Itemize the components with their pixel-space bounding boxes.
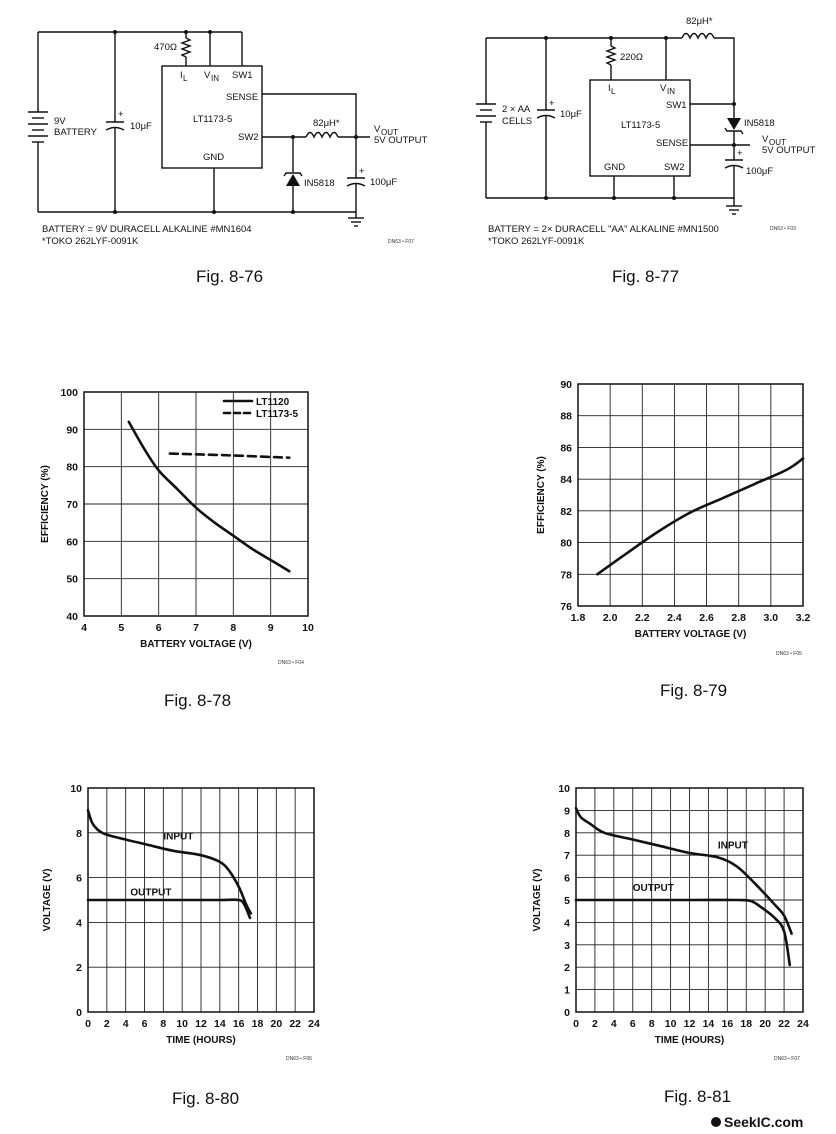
series-label-input: INPUT xyxy=(163,831,194,843)
x-tick-label: 4 xyxy=(122,1018,129,1030)
watermark xyxy=(711,1114,803,1130)
y-tick-label: 0 xyxy=(564,1007,570,1019)
y-tick-label: 90 xyxy=(66,424,78,437)
y-tick-label: 60 xyxy=(66,536,78,549)
resistor-label: 470Ω xyxy=(154,42,177,53)
series-line-output xyxy=(88,900,250,918)
y-tick-label: 88 xyxy=(560,410,572,423)
figure-code-fig-78: DN63 • F04 xyxy=(278,660,304,666)
x-tick-label: 2.4 xyxy=(667,612,682,624)
pin-vin: V xyxy=(204,70,211,81)
y-tick-label: 3 xyxy=(564,939,570,952)
battery-voltage-label: 2 × AA xyxy=(502,104,531,115)
caption-fig-79: Fig. 8-79 xyxy=(660,681,728,700)
pin-sw2: SW2 xyxy=(664,162,685,173)
note-battery: BATTERY = 2× DURACELL "AA" ALKALINE #MN1500 xyxy=(488,224,719,235)
series-line-0 xyxy=(597,459,803,575)
caption-fig-80: Fig. 8-80 xyxy=(172,1089,240,1108)
y-tick-label: 80 xyxy=(560,537,572,550)
inductor xyxy=(682,34,714,39)
vout-sub: OUT xyxy=(769,138,786,147)
x-tick-label: 2.6 xyxy=(699,612,714,624)
y-tick-label: 84 xyxy=(560,474,572,487)
x-tick-label: 14 xyxy=(213,1018,226,1030)
pin-sense: SENSE xyxy=(226,92,259,103)
x-tick-label: 6 xyxy=(141,1018,148,1030)
watermark-dot-icon xyxy=(711,1117,721,1127)
x-tick-label: 24 xyxy=(308,1018,320,1030)
x-tick-label: 3.2 xyxy=(795,612,811,624)
battery-symbol xyxy=(476,38,496,198)
x-tick-label: 8 xyxy=(230,622,237,634)
diode-label: IN5818 xyxy=(304,178,335,189)
svg-text:+: + xyxy=(737,148,743,159)
y-tick-label: 40 xyxy=(66,611,78,623)
series-label-output: OUTPUT xyxy=(130,887,172,899)
pin-il-sub: L xyxy=(611,87,616,96)
figure-code: DN63 • F03 xyxy=(770,226,796,232)
note-inductor: *TOKO 262LYF-0091K xyxy=(488,236,585,247)
series-label-input: INPUT xyxy=(717,840,748,852)
input-capacitor-label: 10μF xyxy=(560,109,582,120)
vout-label: V xyxy=(374,124,381,135)
svg-text:+: + xyxy=(359,166,365,177)
output-capacitor-label: 100μF xyxy=(370,177,398,188)
series-line-output xyxy=(576,900,790,965)
x-axis-label: TIME (HOURS) xyxy=(654,1035,725,1046)
y-tick-label: 4 xyxy=(76,917,82,930)
plot-frame xyxy=(578,384,803,606)
x-tick-label: 6 xyxy=(155,622,162,634)
y-tick-label: 100 xyxy=(60,387,78,399)
output-capacitor xyxy=(725,145,743,198)
input-capacitor xyxy=(537,38,555,198)
y-tick-label: 2 xyxy=(564,962,570,975)
pin-gnd: GND xyxy=(203,152,225,163)
battery-label: BATTERY xyxy=(54,127,97,138)
watermark-text: SeekIC.com xyxy=(724,1114,804,1130)
figure-code-fig-81: DN63 • F07 xyxy=(774,1056,800,1062)
inductor xyxy=(306,133,338,138)
y-tick-label: 80 xyxy=(66,461,78,474)
x-tick-label: 0 xyxy=(573,1018,579,1030)
x-tick-label: 20 xyxy=(270,1018,283,1030)
x-tick-label: 22 xyxy=(289,1018,302,1030)
x-tick-label: 4 xyxy=(81,622,87,634)
vout-desc: 5V OUTPUT xyxy=(374,135,428,146)
battery-label: CELLS xyxy=(502,116,533,127)
x-tick-label: 8 xyxy=(648,1018,655,1030)
x-tick-label: 22 xyxy=(778,1018,790,1030)
series-label-output: OUTPUT xyxy=(632,883,674,895)
x-tick-label: 1.8 xyxy=(570,612,586,624)
vout-label: V xyxy=(762,134,769,145)
chart-fig-80 xyxy=(42,783,320,1046)
resistor xyxy=(182,32,190,66)
y-axis-label: VOLTAGE (V) xyxy=(532,868,543,932)
y-tick-label: 82 xyxy=(560,505,572,518)
y-tick-label: 90 xyxy=(560,379,572,391)
y-tick-label: 8 xyxy=(76,827,82,840)
pin-vin: V xyxy=(660,83,667,94)
note-battery: BATTERY = 9V DURACELL ALKALINE #MN1604 xyxy=(42,224,252,235)
x-tick-label: 8 xyxy=(160,1018,167,1030)
vout-sub: OUT xyxy=(381,128,398,137)
output-capacitor-label: 100μF xyxy=(746,166,774,177)
series-line-input xyxy=(576,808,792,933)
series-line-lt1120 xyxy=(129,422,289,571)
y-tick-label: 76 xyxy=(560,601,572,613)
x-axis-label: BATTERY VOLTAGE (V) xyxy=(634,629,747,640)
y-tick-label: 9 xyxy=(564,805,570,818)
y-tick-label: 8 xyxy=(564,827,570,840)
y-tick-label: 5 xyxy=(564,895,570,907)
pin-sense: SENSE xyxy=(656,138,689,149)
x-tick-label: 16 xyxy=(721,1018,734,1030)
y-tick-label: 10 xyxy=(70,783,82,795)
x-tick-label: 5 xyxy=(118,622,125,634)
svg-text:+: + xyxy=(549,98,555,109)
x-tick-label: 14 xyxy=(702,1018,715,1030)
input-capacitor-label: 10μF xyxy=(130,121,152,132)
x-tick-label: 12 xyxy=(195,1018,207,1030)
legend-label: LT1173-5 xyxy=(256,409,299,420)
legend-label: LT1120 xyxy=(256,397,290,408)
x-tick-label: 2 xyxy=(591,1018,598,1030)
y-tick-label: 86 xyxy=(560,442,572,455)
inductor-label: 82μH* xyxy=(313,118,340,129)
chart-fig-81 xyxy=(532,783,809,1046)
pin-vin-sub: IN xyxy=(211,74,219,83)
resistor xyxy=(607,38,615,80)
y-tick-label: 50 xyxy=(66,573,78,586)
diode xyxy=(284,137,302,212)
x-tick-label: 3.0 xyxy=(763,612,779,624)
ground-symbol xyxy=(348,212,364,226)
x-tick-label: 2.0 xyxy=(602,612,618,624)
x-tick-label: 10 xyxy=(176,1018,189,1030)
x-tick-label: 4 xyxy=(610,1018,617,1030)
caption-fig-81: Fig. 8-81 xyxy=(664,1087,732,1106)
pin-il-sub: L xyxy=(183,74,188,83)
pin-il: I xyxy=(608,83,611,94)
caption-fig-76: Fig. 8-76 xyxy=(196,267,264,286)
x-tick-label: 24 xyxy=(797,1018,809,1030)
x-tick-label: 10 xyxy=(664,1018,677,1030)
caption-fig-77: Fig. 8-77 xyxy=(612,267,680,286)
resistor-label: 220Ω xyxy=(620,52,643,63)
x-tick-label: 16 xyxy=(232,1018,245,1030)
x-axis-label: TIME (HOURS) xyxy=(166,1035,236,1046)
x-tick-label: 2.8 xyxy=(731,612,747,624)
battery-voltage-label: 9V xyxy=(54,116,66,127)
svg-text:+: + xyxy=(118,109,124,120)
x-tick-label: 18 xyxy=(251,1018,264,1030)
battery-symbol xyxy=(28,32,48,212)
x-tick-label: 0 xyxy=(85,1018,91,1030)
y-axis-label: EFFICIENCY (%) xyxy=(536,456,547,534)
x-tick-label: 18 xyxy=(740,1018,753,1030)
output-capacitor xyxy=(347,137,365,212)
figure-code: DN63 • F07 xyxy=(388,239,414,245)
y-tick-label: 70 xyxy=(66,499,78,511)
x-tick-label: 20 xyxy=(759,1018,772,1030)
y-tick-label: 78 xyxy=(560,569,572,582)
pin-vin-sub: IN xyxy=(667,87,675,96)
note-inductor: *TOKO 262LYF-0091K xyxy=(42,236,139,247)
x-tick-label: 6 xyxy=(629,1018,636,1030)
y-tick-label: 4 xyxy=(564,917,570,930)
inductor-label: 82μH* xyxy=(686,16,713,27)
pin-sw1: SW1 xyxy=(666,100,687,111)
y-axis-label: EFFICIENCY (%) xyxy=(40,465,51,543)
schematic-fig-76 xyxy=(28,30,428,286)
pin-sw2: SW2 xyxy=(238,132,259,143)
ground-symbol xyxy=(726,198,742,214)
y-tick-label: 2 xyxy=(76,962,82,975)
pin-sw1: SW1 xyxy=(232,70,253,81)
diode xyxy=(725,104,743,145)
pin-il: I xyxy=(180,70,183,81)
figure-code-fig-79: DN63 • F05 xyxy=(776,651,802,657)
chart-fig-78 xyxy=(40,387,314,650)
ic-part-number: LT1173-5 xyxy=(621,120,661,131)
pin-gnd: GND xyxy=(604,162,626,173)
x-axis-label: BATTERY VOLTAGE (V) xyxy=(140,639,252,650)
y-tick-label: 10 xyxy=(558,783,570,795)
series-line-lt1173-5 xyxy=(170,454,289,458)
y-axis-label: VOLTAGE (V) xyxy=(42,868,53,932)
input-capacitor xyxy=(106,32,124,212)
vout-desc: 5V OUTPUT xyxy=(762,145,816,156)
x-tick-label: 7 xyxy=(193,622,199,634)
figure-code-fig-80: DN63 • F06 xyxy=(286,1056,312,1062)
diode-label: IN5818 xyxy=(744,118,775,129)
ic-part-number: LT1173-5 xyxy=(193,114,233,125)
x-tick-label: 2.2 xyxy=(634,612,650,624)
y-tick-label: 0 xyxy=(76,1007,82,1019)
schematic-fig-77 xyxy=(476,16,816,286)
x-tick-label: 2 xyxy=(103,1018,110,1030)
y-tick-label: 6 xyxy=(564,872,570,885)
x-tick-label: 10 xyxy=(302,622,314,634)
caption-fig-78: Fig. 8-78 xyxy=(164,691,232,710)
y-tick-label: 1 xyxy=(564,984,570,997)
chart-fig-79 xyxy=(536,379,810,640)
x-tick-label: 12 xyxy=(683,1018,696,1030)
y-tick-label: 7 xyxy=(564,850,570,863)
x-tick-label: 9 xyxy=(267,622,274,634)
y-tick-label: 6 xyxy=(76,872,82,885)
